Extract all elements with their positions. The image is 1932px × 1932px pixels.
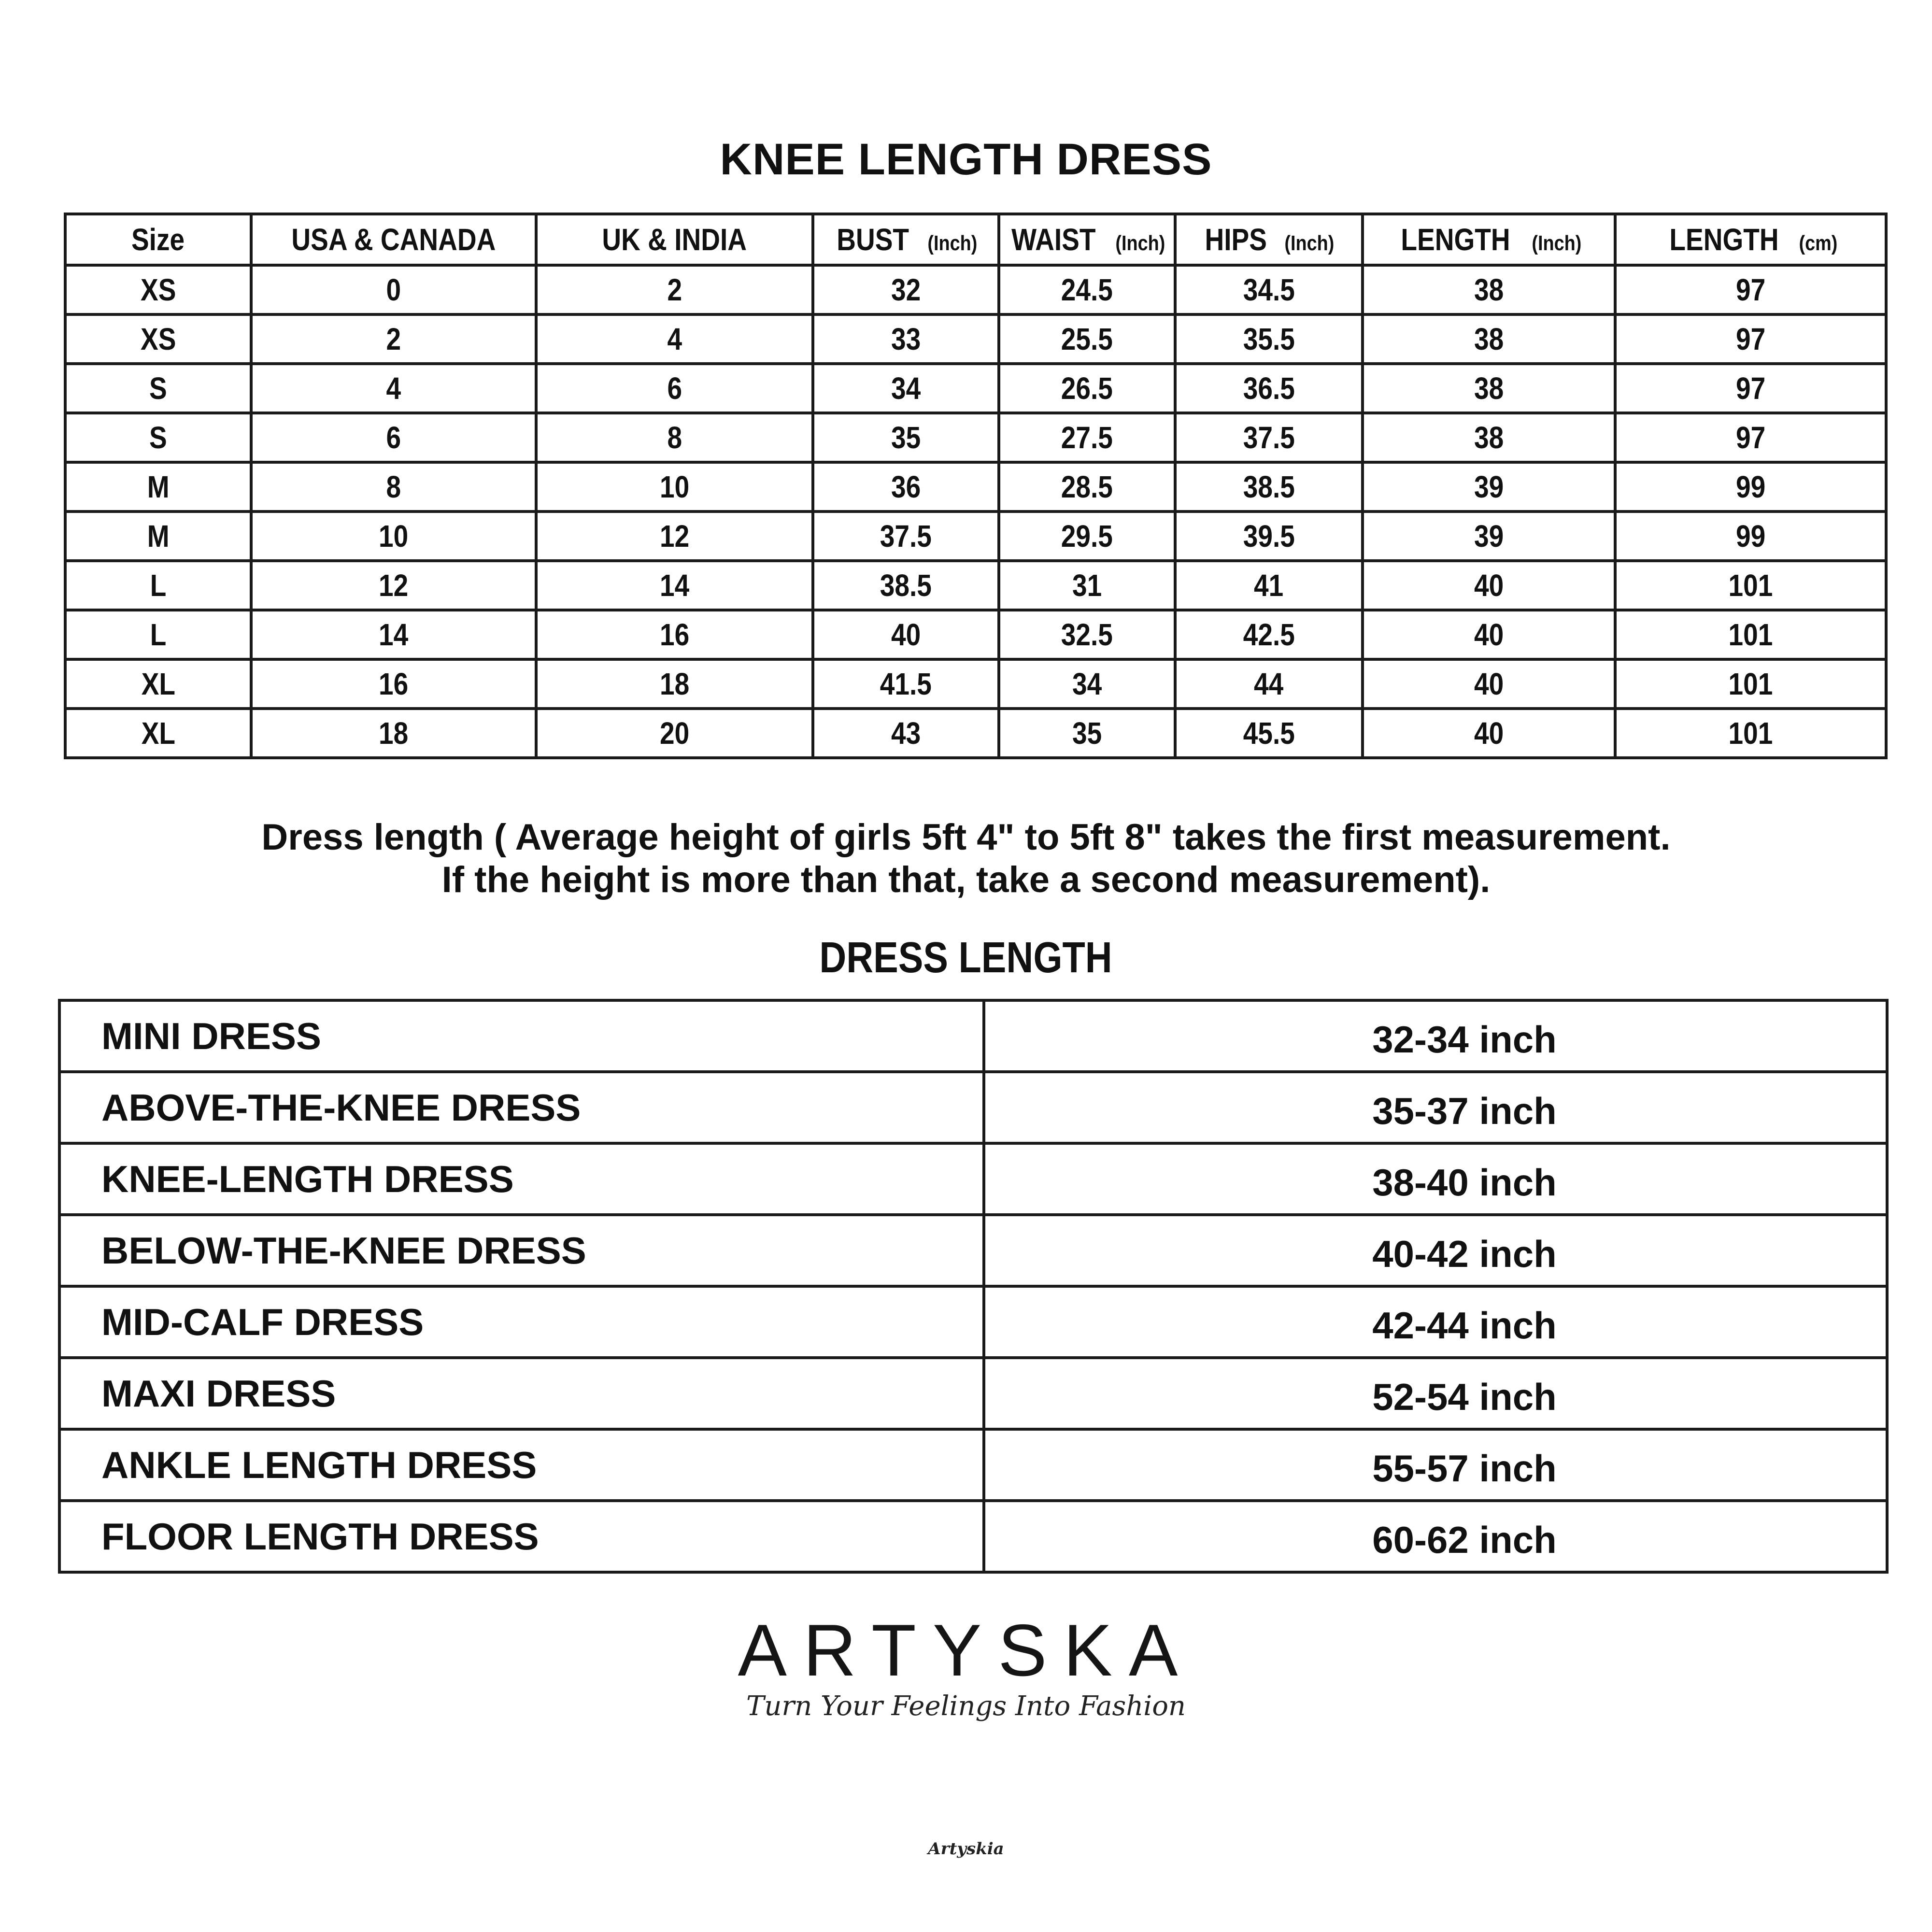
- table-cell: 24.5: [999, 265, 1175, 314]
- table-cell: 97: [1615, 364, 1886, 413]
- table-cell: 44: [1175, 659, 1363, 709]
- table-row: [65, 561, 1886, 610]
- table-cell: 18: [251, 709, 536, 758]
- size-table-header-cell: LENGTH (cm): [1615, 214, 1886, 265]
- table-cell: 34: [813, 364, 999, 413]
- dress-length-row: [59, 1072, 1887, 1143]
- table-cell: 40: [1363, 659, 1615, 709]
- table-cell: 97: [1615, 413, 1886, 462]
- table-cell: 10: [251, 511, 536, 561]
- brand-signature: Artyskia: [928, 1839, 1004, 1859]
- table-cell: 38: [1363, 364, 1615, 413]
- table-cell: 35.5: [1175, 314, 1363, 364]
- table-cell: M: [65, 511, 251, 561]
- dress-type: ANKLE LENGTH DRESS: [59, 1429, 984, 1501]
- table-cell: 2: [251, 314, 536, 364]
- table-cell: 25.5: [999, 314, 1175, 364]
- dress-length-range: 55-57 inch: [984, 1429, 1887, 1501]
- size-table-header-cell: Size: [65, 214, 251, 265]
- table-cell: 43: [813, 709, 999, 758]
- dress-length-row: [59, 1143, 1887, 1215]
- note-line-2: If the height is more than that, take a second measurement).: [441, 859, 1491, 900]
- dress-type: ABOVE-THE-KNEE DRESS: [59, 1072, 984, 1143]
- table-cell: 101: [1615, 659, 1886, 709]
- size-table-header-cell: BUST (Inch): [813, 214, 999, 265]
- size-table-header-cell: WAIST (Inch): [999, 214, 1175, 265]
- dress-length-table: [58, 999, 1889, 1574]
- table-cell: 32: [813, 265, 999, 314]
- size-table-header-cell: UK & INDIA: [536, 214, 813, 265]
- table-cell: 2: [536, 265, 813, 314]
- table-cell: 101: [1615, 709, 1886, 758]
- table-cell: 42.5: [1175, 610, 1363, 659]
- table-cell: 6: [536, 364, 813, 413]
- table-cell: 33: [813, 314, 999, 364]
- table-cell: XL: [65, 709, 251, 758]
- table-cell: 8: [251, 462, 536, 511]
- table-row: [65, 265, 1886, 314]
- table-cell: 40: [1363, 709, 1615, 758]
- dress-length-range: 38-40 inch: [984, 1143, 1887, 1215]
- dress-length-range: 42-44 inch: [984, 1286, 1887, 1358]
- table-cell: S: [65, 364, 251, 413]
- table-cell: 38.5: [813, 561, 999, 610]
- table-cell: 4: [251, 364, 536, 413]
- table-cell: 36.5: [1175, 364, 1363, 413]
- table-cell: 12: [251, 561, 536, 610]
- dress-length-row: [59, 1501, 1887, 1572]
- table-cell: 26.5: [999, 364, 1175, 413]
- table-cell: 38.5: [1175, 462, 1363, 511]
- table-row: [65, 610, 1886, 659]
- table-cell: XL: [65, 659, 251, 709]
- table-cell: 39: [1363, 511, 1615, 561]
- dress-type: BELOW-THE-KNEE DRESS: [59, 1215, 984, 1286]
- table-cell: 34.5: [1175, 265, 1363, 314]
- dress-length-title: DRESS LENGTH: [819, 934, 1113, 982]
- dress-type: MID-CALF DRESS: [59, 1286, 984, 1358]
- table-cell: 97: [1615, 314, 1886, 364]
- table-cell: 14: [536, 561, 813, 610]
- dress-type: MINI DRESS: [59, 1000, 984, 1072]
- table-cell: 16: [251, 659, 536, 709]
- dress-length-row: [59, 1000, 1887, 1072]
- table-cell: 0: [251, 265, 536, 314]
- brand-tagline: Turn Your Feelings Into Fashion: [746, 1690, 1186, 1722]
- table-cell: 40: [1363, 561, 1615, 610]
- table-row: [65, 314, 1886, 364]
- table-cell: 29.5: [999, 511, 1175, 561]
- dress-type: KNEE-LENGTH DRESS: [59, 1143, 984, 1215]
- table-cell: 40: [813, 610, 999, 659]
- table-cell: L: [65, 610, 251, 659]
- table-row: [65, 659, 1886, 709]
- dress-length-row: [59, 1429, 1887, 1501]
- table-cell: 32.5: [999, 610, 1175, 659]
- dress-length-note: [0, 816, 1932, 901]
- table-cell: XS: [65, 314, 251, 364]
- table-cell: 27.5: [999, 413, 1175, 462]
- table-cell: M: [65, 462, 251, 511]
- table-cell: 35: [813, 413, 999, 462]
- table-cell: 101: [1615, 610, 1886, 659]
- table-cell: S: [65, 413, 251, 462]
- table-row: [65, 364, 1886, 413]
- table-cell: 40: [1363, 610, 1615, 659]
- table-cell: 39: [1363, 462, 1615, 511]
- dress-length-range: 40-42 inch: [984, 1215, 1887, 1286]
- table-row: [65, 709, 1886, 758]
- size-chart-table: [64, 213, 1888, 759]
- dress-type: MAXI DRESS: [59, 1358, 984, 1429]
- table-cell: XS: [65, 265, 251, 314]
- table-cell: 6: [251, 413, 536, 462]
- size-chart-title: KNEE LENGTH DRESS: [720, 135, 1212, 184]
- table-cell: 45.5: [1175, 709, 1363, 758]
- table-cell: 28.5: [999, 462, 1175, 511]
- table-cell: L: [65, 561, 251, 610]
- dress-length-row: [59, 1286, 1887, 1358]
- dress-length-range: 60-62 inch: [984, 1501, 1887, 1572]
- table-cell: 35: [999, 709, 1175, 758]
- table-cell: 41: [1175, 561, 1363, 610]
- dress-length-range: 52-54 inch: [984, 1358, 1887, 1429]
- table-cell: 16: [536, 610, 813, 659]
- dress-length-row: [59, 1358, 1887, 1429]
- size-table-header-cell: HIPS (Inch): [1175, 214, 1363, 265]
- table-cell: 101: [1615, 561, 1886, 610]
- table-cell: 8: [536, 413, 813, 462]
- table-cell: 10: [536, 462, 813, 511]
- table-cell: 97: [1615, 265, 1886, 314]
- note-line-1: Dress length ( Average height of girls 5ft 4" to 5ft 8" takes the first measurement.: [261, 817, 1671, 858]
- table-cell: 37.5: [813, 511, 999, 561]
- table-cell: 38: [1363, 265, 1615, 314]
- table-cell: 14: [251, 610, 536, 659]
- table-row: [65, 462, 1886, 511]
- size-table-header-row: [65, 214, 1886, 265]
- size-table-header-cell: USA & CANADA: [251, 214, 536, 265]
- dress-length-range: 32-34 inch: [984, 1000, 1887, 1072]
- table-cell: 99: [1615, 511, 1886, 561]
- size-table-header-cell: LENGTH (Inch): [1363, 214, 1615, 265]
- table-row: [65, 413, 1886, 462]
- table-cell: 37.5: [1175, 413, 1363, 462]
- table-cell: 38: [1363, 413, 1615, 462]
- table-row: [65, 511, 1886, 561]
- table-cell: 36: [813, 462, 999, 511]
- dress-length-range: 35-37 inch: [984, 1072, 1887, 1143]
- table-cell: 34: [999, 659, 1175, 709]
- dress-length-row: [59, 1215, 1887, 1286]
- brand-logo: ARTYSKA: [738, 1609, 1194, 1691]
- table-cell: 99: [1615, 462, 1886, 511]
- table-cell: 18: [536, 659, 813, 709]
- table-cell: 12: [536, 511, 813, 561]
- table-cell: 38: [1363, 314, 1615, 364]
- table-cell: 4: [536, 314, 813, 364]
- table-cell: 31: [999, 561, 1175, 610]
- dress-type: FLOOR LENGTH DRESS: [59, 1501, 984, 1572]
- table-cell: 39.5: [1175, 511, 1363, 561]
- table-cell: 41.5: [813, 659, 999, 709]
- table-cell: 20: [536, 709, 813, 758]
